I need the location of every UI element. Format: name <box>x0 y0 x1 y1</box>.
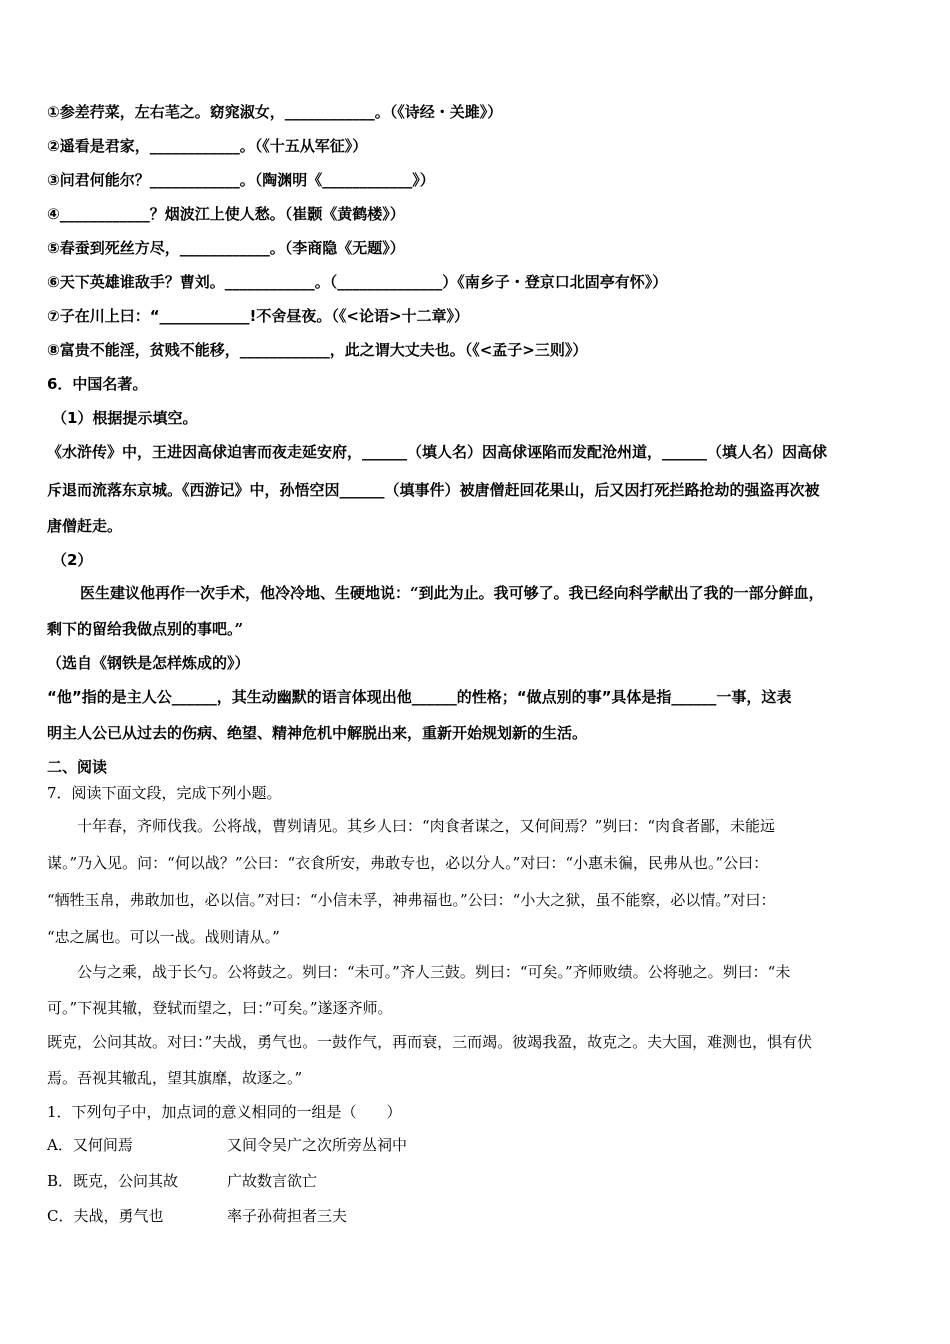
q6-part1-line-1: 《水浒传》中，王进因高俅迫害而夜走延安府，______（填人名）因高俅诬陷而发配沧州道，______（填人名）因高俅 <box>47 443 828 461</box>
passage-line-5: 公与之乘，战于长勺。公将鼓之。刿曰：“未可。”齐人三鼓。刿曰：“可矣。”齐师败绩。公将驰之。刿曰：“未 <box>77 963 791 981</box>
option-b-pair: 广故数言欲亡 <box>227 1172 318 1190</box>
poem-fill-line-6: ⑥天下英雄谁敌手？曹刘。____________。（______________）《南乡子・登京口北固亭有怀》） <box>47 273 668 291</box>
q6-part1-line-3: 唐僧赶走。 <box>47 517 123 535</box>
question-1: 1．下列句子中，加点词的意义相同的一组是（ ） <box>47 1103 402 1121</box>
q6-title: 6．中国名著。 <box>47 375 148 393</box>
q7-intro: 7．阅读下面文段，完成下列小题。 <box>47 784 282 802</box>
q6-part1-label: （1）根据提示填空。 <box>52 409 198 427</box>
passage-line-7: 既克，公问其故。对曰：”夫战，勇气也。一鼓作气，再而衰，三而竭。彼竭我盈，故克之。夫大国，难测也，惧有伏 <box>47 1033 813 1051</box>
poem-fill-line-1: ①参差荇菜，左右芼之。窈窕淑女，____________。（《诗经・关雎》） <box>47 103 503 121</box>
passage-line-1: 十年春，齐师伐我。公将战，曹刿请见。其乡人曰：“肉食者谋之，又何间焉？”刿曰：“肉食者鄙，未能远 <box>77 817 776 835</box>
q6-part2-line-2: 明主人公已从过去的伤病、绝望、精神危机中解脱出来，重新开始规划新的生活。 <box>47 724 588 742</box>
option-c-pair: 率子孙荷担者三夫 <box>227 1207 348 1225</box>
option-a <box>47 1134 920 1156</box>
section2-title: 二、阅读 <box>47 758 108 776</box>
passage-line-6: 可。”下视其辙，登轼而望之，曰：”可矣。”遂逐齐师。 <box>47 999 393 1017</box>
q6-part2-line-1: “他”指的是主人公______，其生动幽默的语言体现出他______的性格；“做点别的事”具体是指______一事，这表 <box>47 688 792 706</box>
passage-line-8: 焉。吾视其辙乱，望其旗靡，故逐之。” <box>47 1069 303 1087</box>
q6-source: （选自《钢铁是怎样炼成的》） <box>47 654 250 672</box>
poem-fill-line-2: ②遥看是君家，____________。（《十五从军征》） <box>47 137 368 155</box>
q6-part2-label: （2） <box>52 551 93 569</box>
option-a-label: A．又何间焉 <box>47 1136 133 1154</box>
passage-line-2: 谋。”乃入见。问：“何以战？”公曰：“衣食所安，弗敢专也，必以分人。”对曰：“小惠未徧，民弗从也。”公曰： <box>47 854 769 872</box>
option-b <box>47 1170 920 1192</box>
poem-fill-line-4: ④____________？烟波江上使人愁。（崔颢《黄鹤楼》） <box>47 205 405 223</box>
q6-quote-line-2: 剩下的留给我做点别的事吧。” <box>47 620 244 638</box>
option-b-label: B．既克，公问其故 <box>47 1172 179 1190</box>
q6-quote-line-1: 医生建议他再作一次手术，他冷冷地、生硬地说：“到此为止。我可够了。我已经向科学献出了我的一部分鲜血， <box>80 584 824 602</box>
option-a-pair: 又间令吴广之次所旁丛祠中 <box>227 1136 408 1154</box>
option-c <box>47 1205 920 1227</box>
poem-fill-line-7: ⑦子在川上曰：“____________!不舍昼夜。（《<论语>十二章》） <box>47 307 470 325</box>
poem-fill-line-3: ③问君何能尔？____________。（陶渊明《____________》） <box>47 171 435 189</box>
q6-part1-line-2: 斥退而流落东京城。《西游记》中，孙悟空因______（填事件）被唐僧赶回花果山，后又因打死拦路抢劫的强盗再次被 <box>47 481 820 499</box>
passage-line-3: “牺牲玉帛，弗敢加也，必以信。”对曰：“小信未孚，神弗福也。”公曰：“小大之狱，虽不能察，必以情。”对曰： <box>47 891 776 909</box>
poem-fill-line-8: ⑧富贵不能淫，贫贱不能移，____________，此之谓大丈夫也。（《<孟子>三则》） <box>47 341 588 359</box>
option-c-label: C．夫战，勇气也 <box>47 1207 164 1225</box>
poem-fill-line-5: ⑤春蚕到死丝方尽，____________。（李商隐《无题》） <box>47 239 405 257</box>
passage-line-4: “忠之属也。可以一战。战则请从。” <box>47 928 280 946</box>
